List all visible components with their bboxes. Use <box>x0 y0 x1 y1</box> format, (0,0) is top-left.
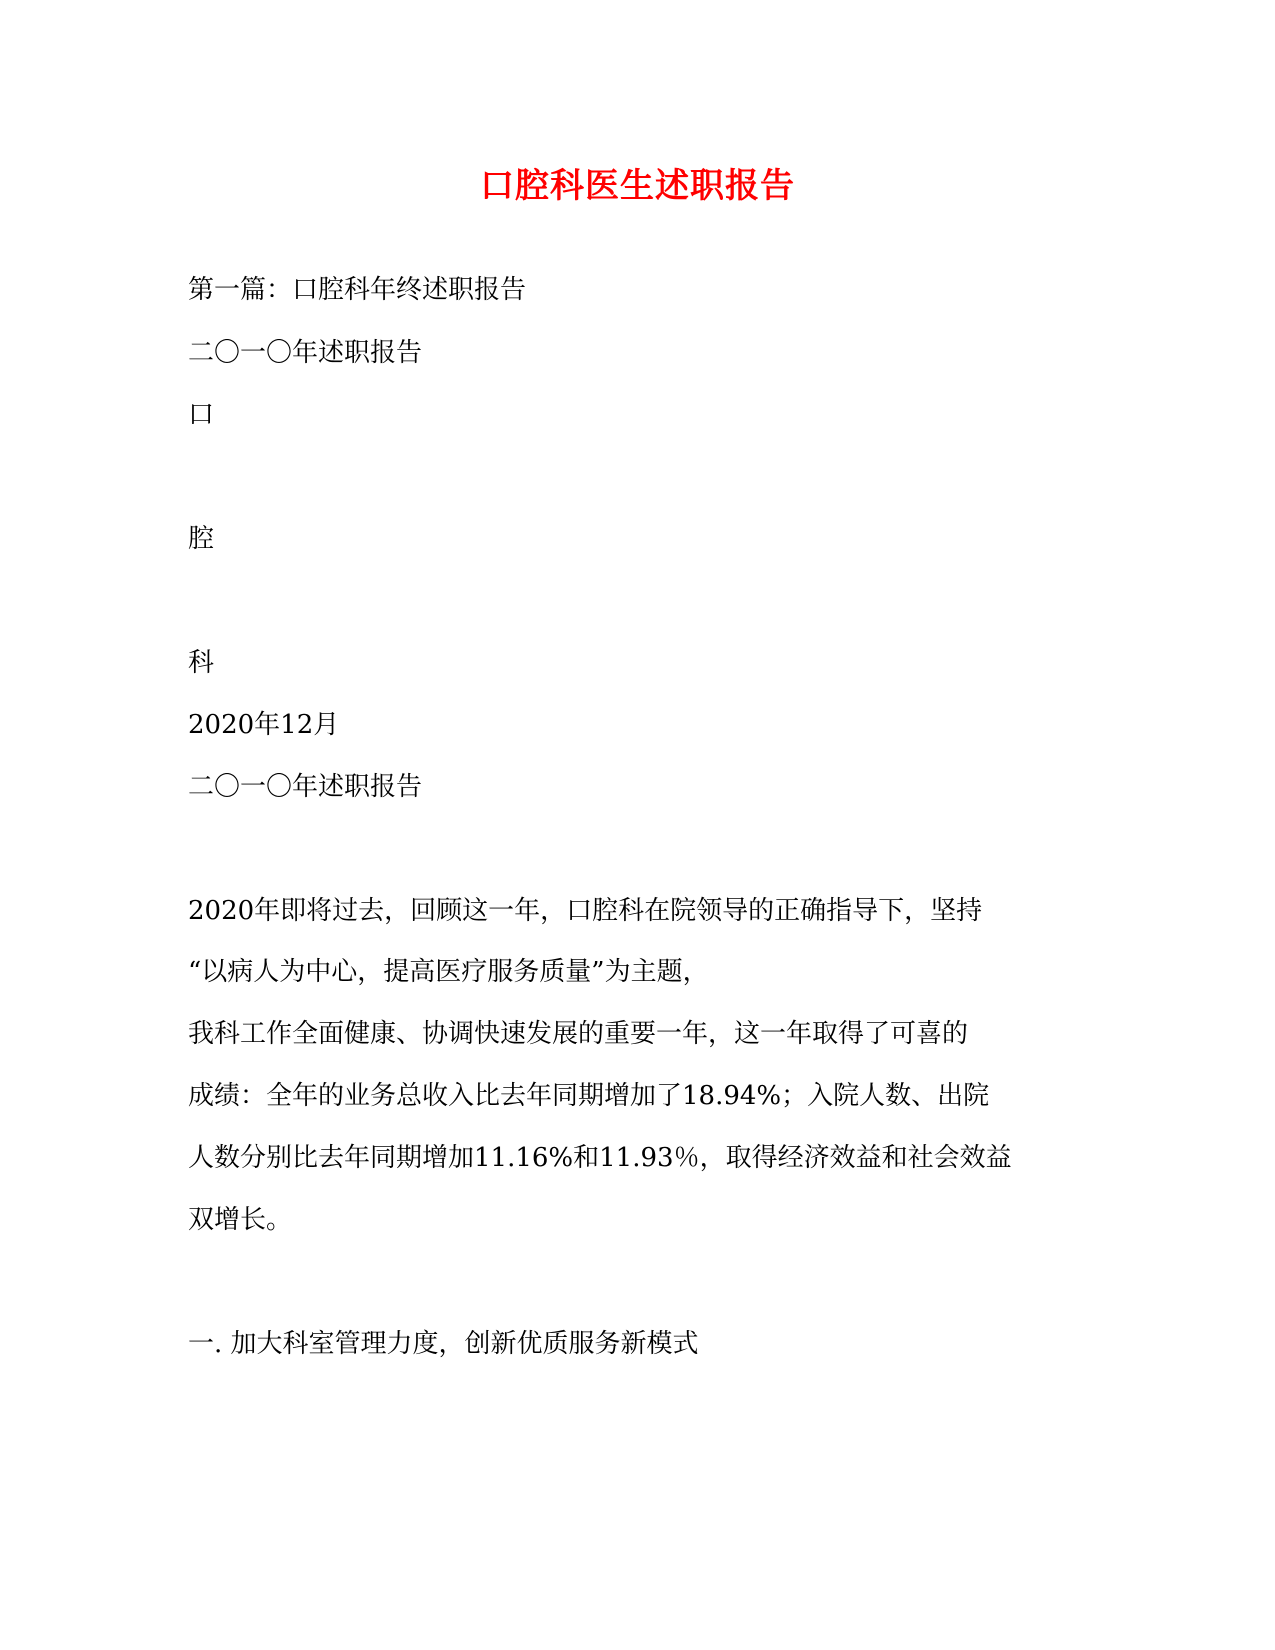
vertical-char: 腔 <box>188 524 215 554</box>
section-heading: 一. 加大科室管理力度，创新优质服务新模式 <box>188 1329 699 1359</box>
body-paragraph-line: 双增长。 <box>188 1205 293 1235</box>
vertical-char: 科 <box>188 648 215 678</box>
section-heading: 第一篇：口腔科年终述职报告 <box>188 275 527 305</box>
body-paragraph-line: “以病人为中心，提高医疗服务质量”为主题， <box>188 957 709 987</box>
body-paragraph-line: 人数分别比去年同期增加11.16%和11.93％，取得经济效益和社会效益 <box>188 1143 1012 1173</box>
report-subtitle: 二〇一〇年述职报告 <box>188 772 423 802</box>
document-title: 口腔科医生述职报告 <box>480 166 795 206</box>
body-paragraph-line: 成绩：全年的业务总收入比去年同期增加了18.94%；入院人数、出院 <box>188 1081 990 1111</box>
report-subtitle: 二〇一〇年述职报告 <box>188 338 423 368</box>
body-paragraph-line: 2020年即将过去，回顾这一年，口腔科在院领导的正确指导下，坚持 <box>188 896 983 926</box>
report-date: 2020年12月 <box>188 710 340 740</box>
vertical-char: 口 <box>188 400 215 430</box>
body-paragraph-line: 我科工作全面健康、协调快速发展的重要一年，这一年取得了可喜的 <box>188 1019 969 1049</box>
